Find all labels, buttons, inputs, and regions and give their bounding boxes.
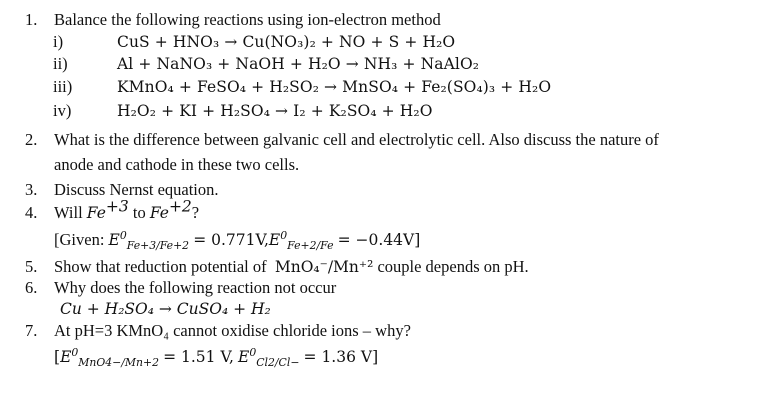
potential-subscript: Cl2/Cl− — [256, 356, 300, 370]
reaction-equation: Cu + H₂SO₄ → CuSO₄ + H₂ — [60, 300, 271, 318]
reaction-equation: Al + NaNO₃ + NaOH + H₂O → NH₃ + NaAlO₂ — [117, 55, 480, 73]
given-label: [Given: — [54, 230, 105, 249]
question-text — [54, 257, 529, 277]
potential-subscript: MnO4−/Mn+2 — [78, 356, 159, 370]
iron-symbol: Fe — [149, 204, 169, 222]
text-will: Will — [54, 203, 83, 222]
item-label: iii) — [53, 77, 73, 96]
open-bracket: [ — [54, 348, 61, 366]
question-number: 5. — [25, 257, 38, 276]
reaction-equation: CuS + HNO₃ → Cu(NO₃)₂ + NO + S + H₂O — [117, 33, 456, 51]
item-label: iv) — [53, 101, 72, 120]
text-pre: Show that reduction potential of — [54, 257, 267, 276]
question-text: At pH=3 KMnO₄ cannot oxidise chloride ions – why? — [54, 321, 411, 340]
charge-plus2: +2 — [168, 197, 192, 216]
question-text: Discuss Nernst equation. — [54, 180, 219, 199]
question-number: 4. — [25, 203, 38, 222]
iron-symbol: Fe — [86, 204, 106, 222]
reaction-equation: KMnO₄ + FeSO₄ + H₂SO₂ → MnSO₄ + Fe₂(SO₄)₃ + H₂O — [117, 78, 552, 96]
question-text — [54, 197, 200, 223]
question-number: 2. — [25, 130, 38, 149]
question-number: 6. — [25, 278, 38, 297]
potential-value: = −0.44V] — [337, 231, 421, 249]
item-label: ii) — [53, 54, 68, 73]
question-text: anode and cathode in these two cells. — [54, 155, 300, 174]
potential-subscript: Fe+3/Fe+2 — [126, 239, 190, 253]
charge-plus3: +3 — [105, 197, 129, 216]
item-label: i) — [53, 32, 64, 51]
question-text: What is the difference between galvanic cell and electrolytic cell. Also discuss the nature of — [54, 130, 659, 149]
question-mark: ? — [191, 203, 200, 222]
potential-value: = 0.771V, — [193, 231, 269, 249]
given-values — [54, 345, 379, 370]
potential-value: = 1.36 V] — [303, 348, 379, 366]
question-number: 1. — [25, 10, 38, 29]
potential-symbol: $E^0_{Fe+2/Fe}$ — [268, 228, 334, 253]
potential-value: = 1.51 V, — [163, 348, 234, 366]
reaction-equation: H₂O₂ + KI + H₂SO₄ → I₂ + K₂SO₄ + H₂O — [117, 102, 433, 120]
question-number: 3. — [25, 180, 38, 199]
redox-couple: MnO₄⁻/Mn⁺² — [274, 258, 374, 276]
potential-symbol: $E^0_{Cl2/Cl-}$ — [238, 345, 300, 370]
text-to: to — [132, 203, 146, 222]
text-post: couple depends on pH. — [377, 257, 529, 276]
potential-symbol: $E^0_{Fe+3/Fe+2}$ — [108, 228, 190, 253]
question-number: 7. — [25, 321, 38, 340]
potential-symbol: $E^0_{MnO4-/Mn+2}$ — [60, 345, 159, 370]
question-text: Why does the following reaction not occur — [54, 278, 337, 297]
given-values — [54, 228, 421, 253]
potential-subscript: Fe+2/Fe — [287, 239, 334, 253]
question-text: Balance the following reactions using ion-electron method — [54, 10, 441, 29]
